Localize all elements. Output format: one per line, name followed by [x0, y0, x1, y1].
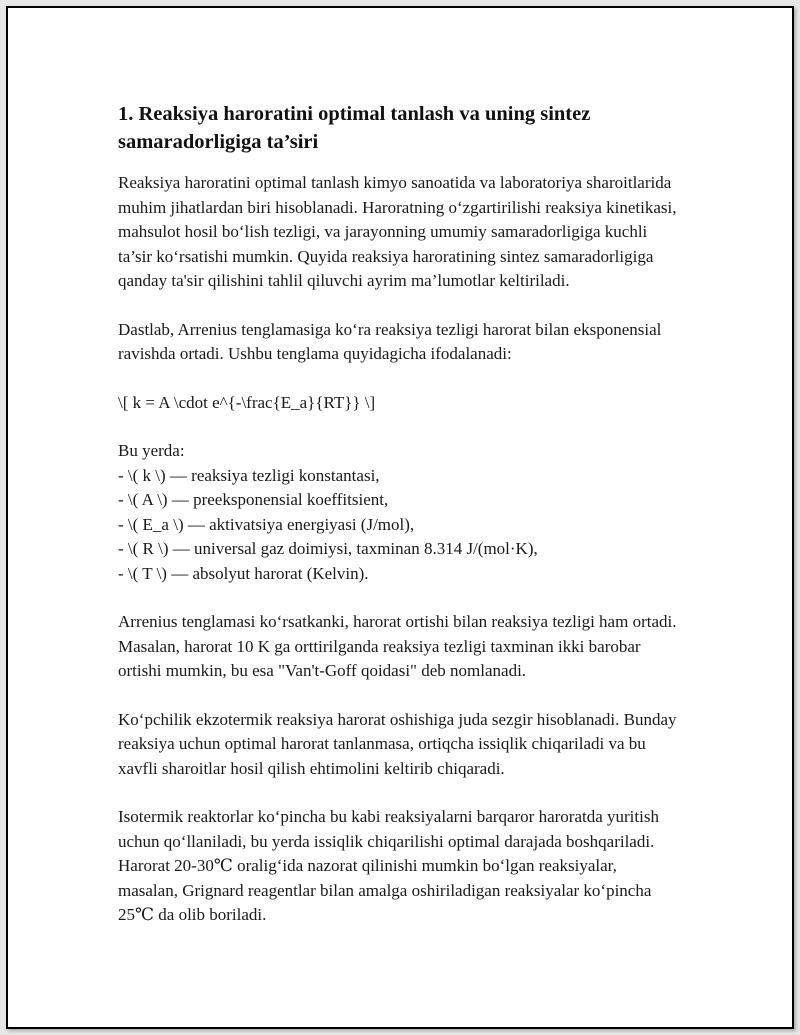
document-body — [118, 100, 678, 928]
variable-item-t: - \( T \) — absolyut harorat (Kelvin). — [118, 563, 369, 583]
variable-item-a: - \( A \) — preeksponensial koeffitsient, — [118, 490, 389, 509]
arrhenius-formula: \[ k = A \cdot e^{-\frac{E_a}{RT}} \] — [118, 392, 376, 412]
variable-item-ea: - \( E_a \) — aktivatsiya energiyasi (J/mol), — [118, 514, 415, 534]
arrhenius-intro-paragraph: Dastlab, Arrenius tenglamasiga ko‘ra reaksiya tezligi harorat bilan eksponensial ravishda ortadi. Ushbu tenglama quyidagicha ifodalanadi: — [118, 319, 662, 363]
paragraph-gap — [118, 781, 678, 805]
section-heading: 1. Reaksiya haroratini optimal tanlash va uning sintez samaradorligiga ta’siri — [118, 103, 591, 153]
isothermal-paragraph: Isotermik reaktorlar ko‘pincha bu kabi reaksiyalarni barqaror haroratda yuritish uchun qo‘llaniladi, bu yerda issiqlik chiqarilishi optimal darajada boshqariladi. Harorat 20-30℃ oralig‘ida nazorat qilinishi mumkin bo‘lgan reaksiyalar, masalan, Grignard reagentlar bilan amalga oshiriladigan reaksiyalar ko‘pincha 25℃ da olib boriladi. — [118, 807, 659, 924]
paragraph-gap — [118, 415, 678, 439]
arrhenius-effect-paragraph: Arrenius tenglamasi ko‘rsatkanki, harorat ortishi bilan reaksiya tezligi ham ortadi. Masalan, harorat 10 K ga orttirilganda reaksiya tezligi taxminan ikki barobar ortishi mumkin, bu esa "Van't-Goff qoidasi" deb nomlanadi. — [118, 612, 677, 680]
paragraph-gap — [118, 294, 678, 318]
variable-definitions — [118, 439, 678, 586]
paragraph-gap — [118, 367, 678, 391]
intro-paragraph: Reaksiya haroratini optimal tanlash kimyo sanoatida va laboratoriya sharoitlarida muhim jihatlardan biri hisoblanadi. Haroratning o‘zgartirilishi reaksiya kinetikasi, mahsulot hosil bo‘lish tezligi, va jarayonning umumiy samaradorligiga kuchli ta’sir ko‘rsatishi mumkin. Quyida reaksiya haroratining sintez samaradorligiga qanday ta'sir qilishini tahlil qiluvchi ayrim ma’lumotlar keltiriladi. — [118, 173, 677, 290]
where-label: Bu yerda: — [118, 441, 185, 460]
variable-item-k: - \( k \) — reaksiya tezligi konstantasi, — [118, 465, 380, 485]
variable-item-r: - \( R \) — universal gaz doimiysi, taxminan 8.314 J/(mol·K), — [118, 539, 538, 558]
document-page — [6, 6, 794, 1029]
exothermic-paragraph: Ko‘pchilik ekzotermik reaksiya harorat oshishiga juda sezgir hisoblanadi. Bunday reaksiya uchun optimal harorat tanlanmasa, ortiqcha issiqlik chiqariladi va bu xavfli sharoitlar hosil qilish ehtimolini keltirib chiqaradi. — [118, 709, 677, 778]
paragraph-gap — [118, 586, 678, 610]
paragraph-gap — [118, 684, 678, 708]
